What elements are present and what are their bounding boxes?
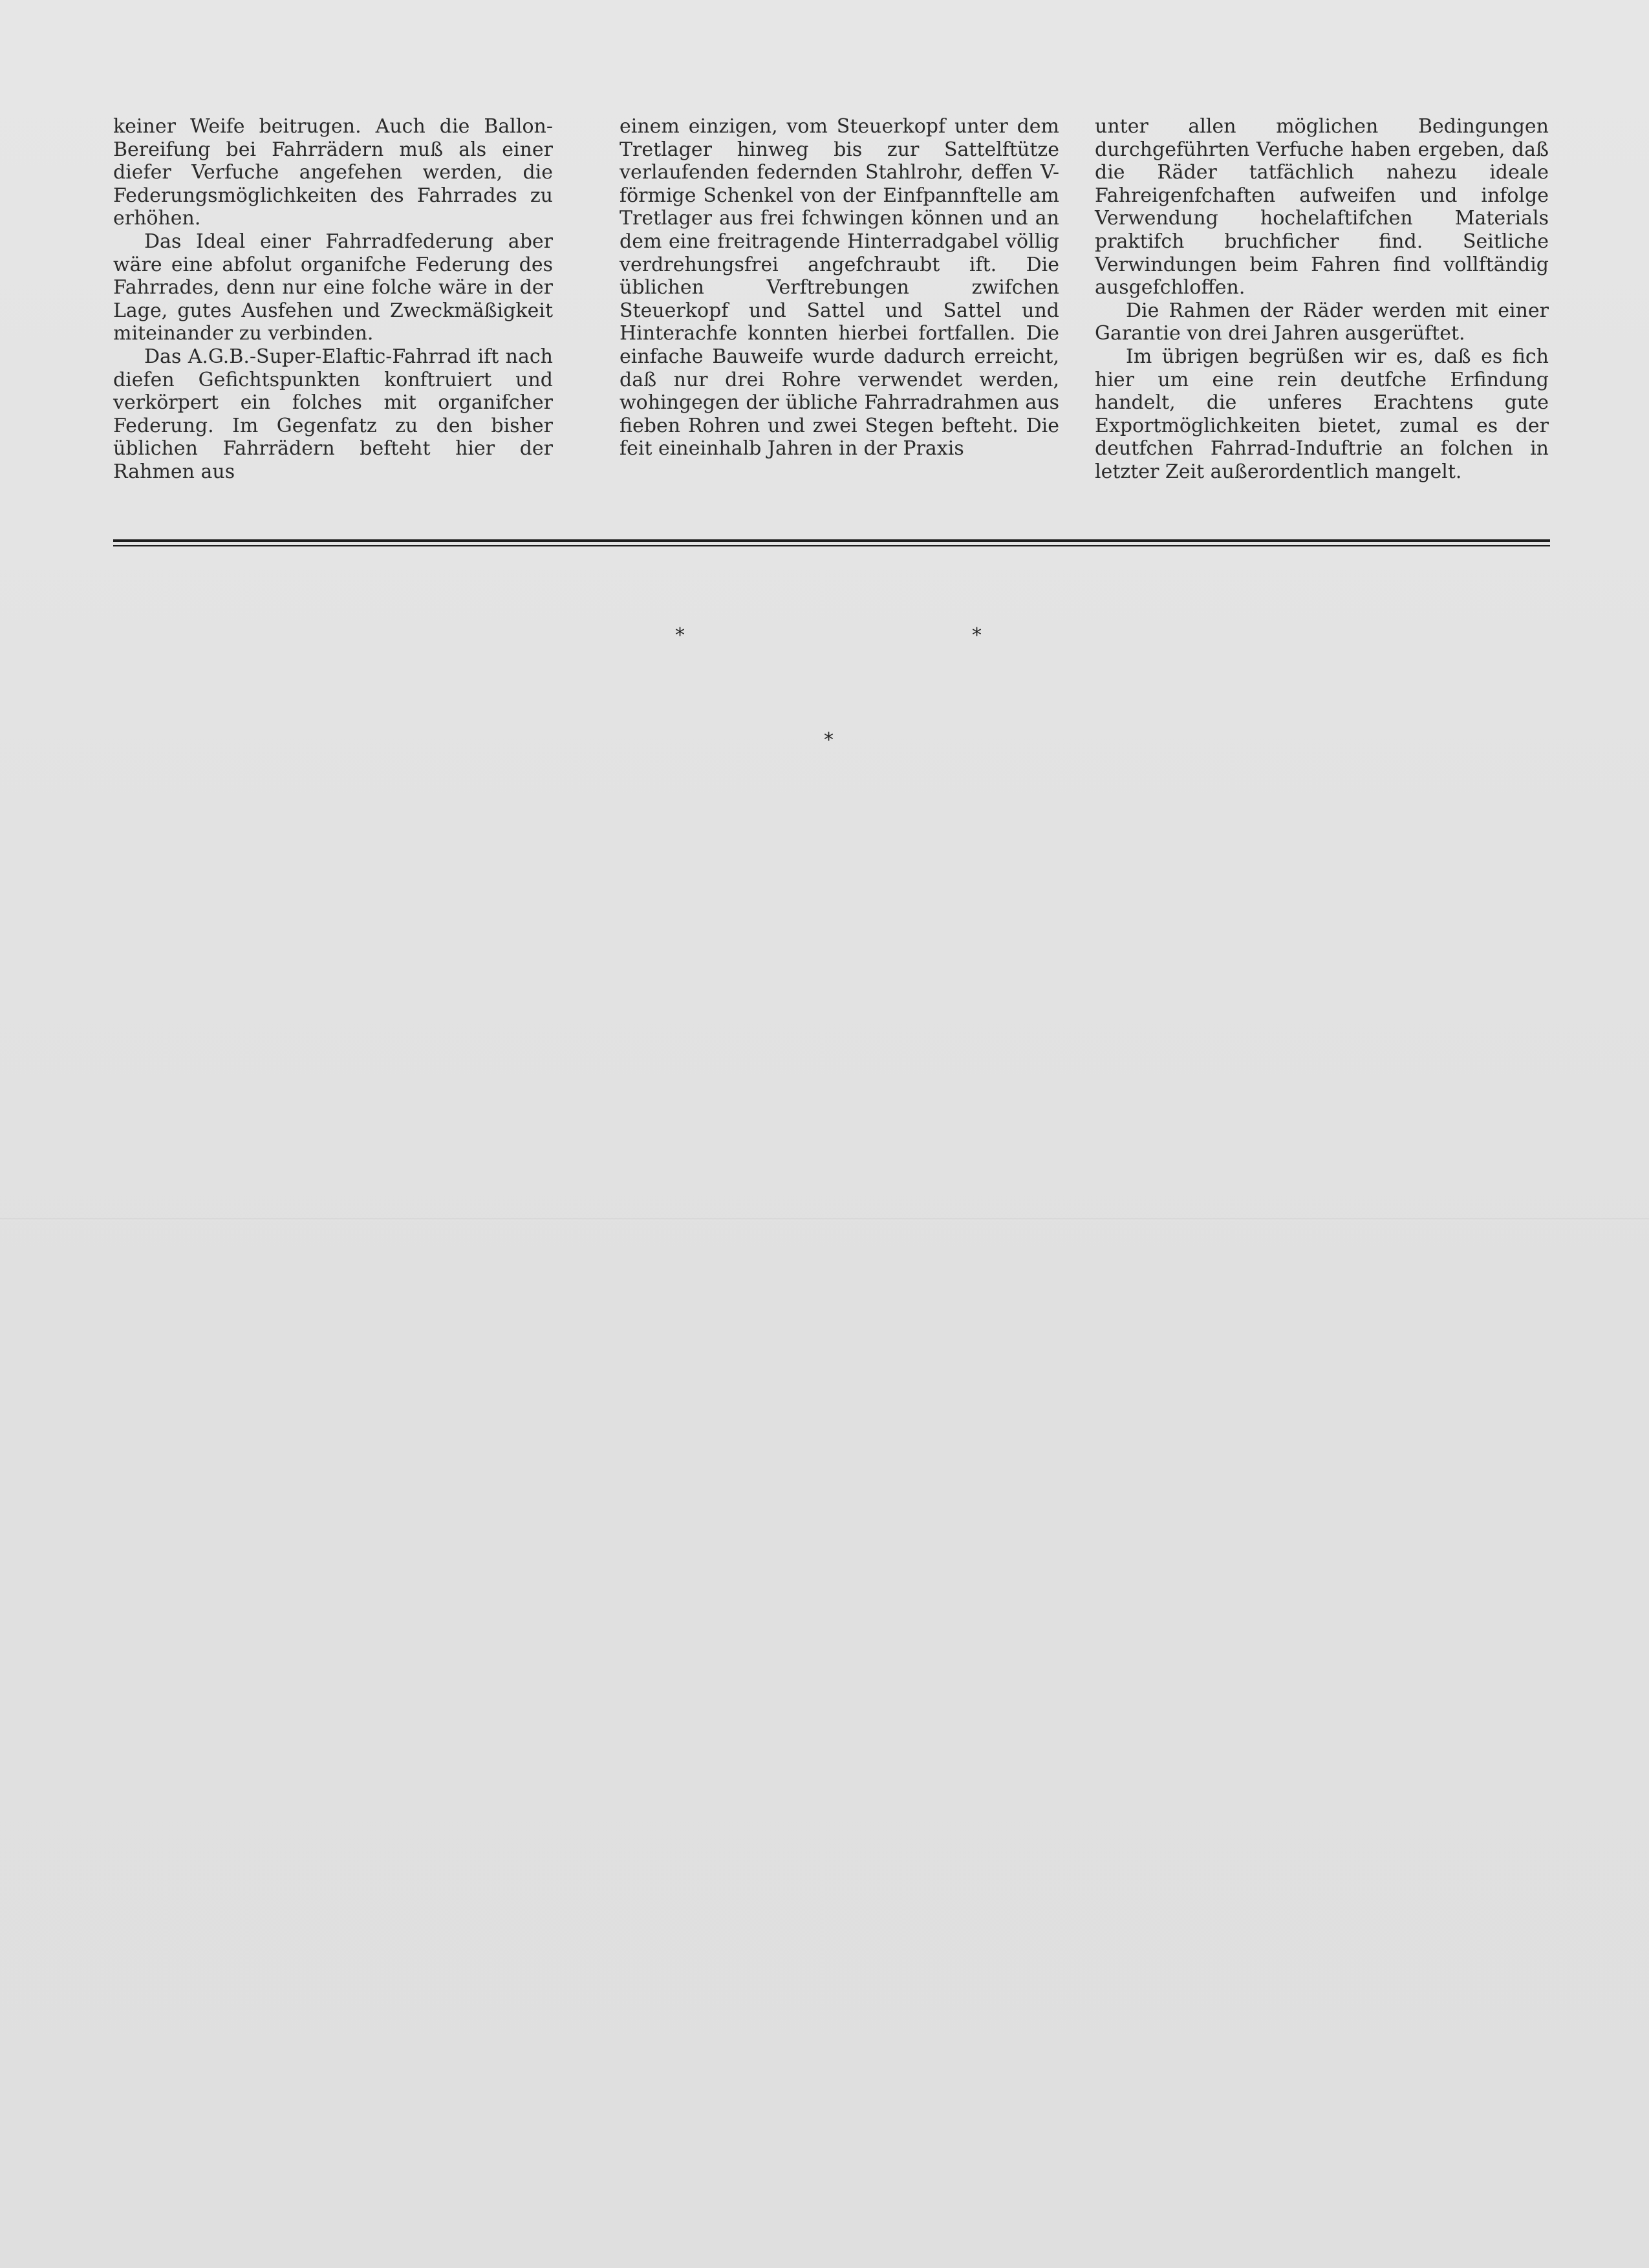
asterisk-ornament-right: * <box>972 624 982 647</box>
paragraph: keiner Weife beitrugen. Auch die Ballon-Bereifung bei Fahrrädern muß als einer diefer Verfuche angefehen werden, die Federungsmöglichkeiten des Fahrrades zu erhöhen. <box>113 115 553 230</box>
paragraph: Das A.G.B.-Super-Elaftic-Fahrrad ift nach diefen Gefichtspunkten konftruiert und verkörpert ein folches mit organifcher Federung. Im Gegenfatz zu den bisher üblichen Fahrrädern befteht hier der Rahmen aus <box>113 345 553 483</box>
paragraph: Das Ideal einer Fahrradfederung aber wäre eine abfolut organifche Federung des Fahrrades, denn nur eine folche wäre in der Lage, gutes Ausfehen und Zweckmäßigkeit miteinander zu verbinden. <box>113 230 553 345</box>
paragraph: Die Rahmen der Räder werden mit einer Garantie von drei Jahren ausgerüftet. <box>1095 299 1549 345</box>
asterisk-ornament-left: * <box>675 624 685 647</box>
paragraph: unter allen möglichen Bedingungen durchgeführten Verfuche haben ergeben, daß die Räder tatfächlich nahezu ideale Fahreigenfchaften aufweifen und infolge Verwendung hochelaftifchen Materials praktifch bruchficher find. Seitliche Verwindungen beim Fahren find vollftändig ausgefchloffen. <box>1095 115 1549 299</box>
article-column-1 <box>113 115 553 484</box>
asterisk-ornament-center: * <box>824 729 834 751</box>
article-column-3 <box>1095 115 1549 484</box>
paper-fold-crease <box>0 1218 1649 1220</box>
double-rule-thick <box>113 539 1550 542</box>
paragraph: Im übrigen begrüßen wir es, daß es fich hier um eine rein deutfche Erfindung handelt, die unferes Erachtens gute Exportmöglichkeiten bietet, zumal es der deutfchen Fahrrad-Induftrie an folchen in letzter Zeit außerordentlich mangelt. <box>1095 345 1549 483</box>
article-column-2 <box>620 115 1059 460</box>
paragraph: einem einzigen, vom Steuerkopf unter dem Tretlager hinweg bis zur Sattelftütze verlaufenden federnden Stahlrohr, deffen V-förmige Schenkel von der Einfpannftelle am Tretlager aus frei fchwingen können und an dem eine freitragende Hinterradgabel völlig verdrehungsfrei angefchraubt ift. Die üblichen Verftrebungen zwifchen Steuerkopf und Sattel und Sattel und Hinterachfe konnten hierbei fortfallen. Die einfache Bauweife wurde dadurch erreicht, daß nur drei Rohre verwendet werden, wohingegen der übliche Fahrradrahmen aus fieben Rohren und zwei Stegen befteht. Die feit eineinhalb Jahren in der Praxis <box>620 115 1059 460</box>
double-rule-thin <box>113 545 1550 546</box>
